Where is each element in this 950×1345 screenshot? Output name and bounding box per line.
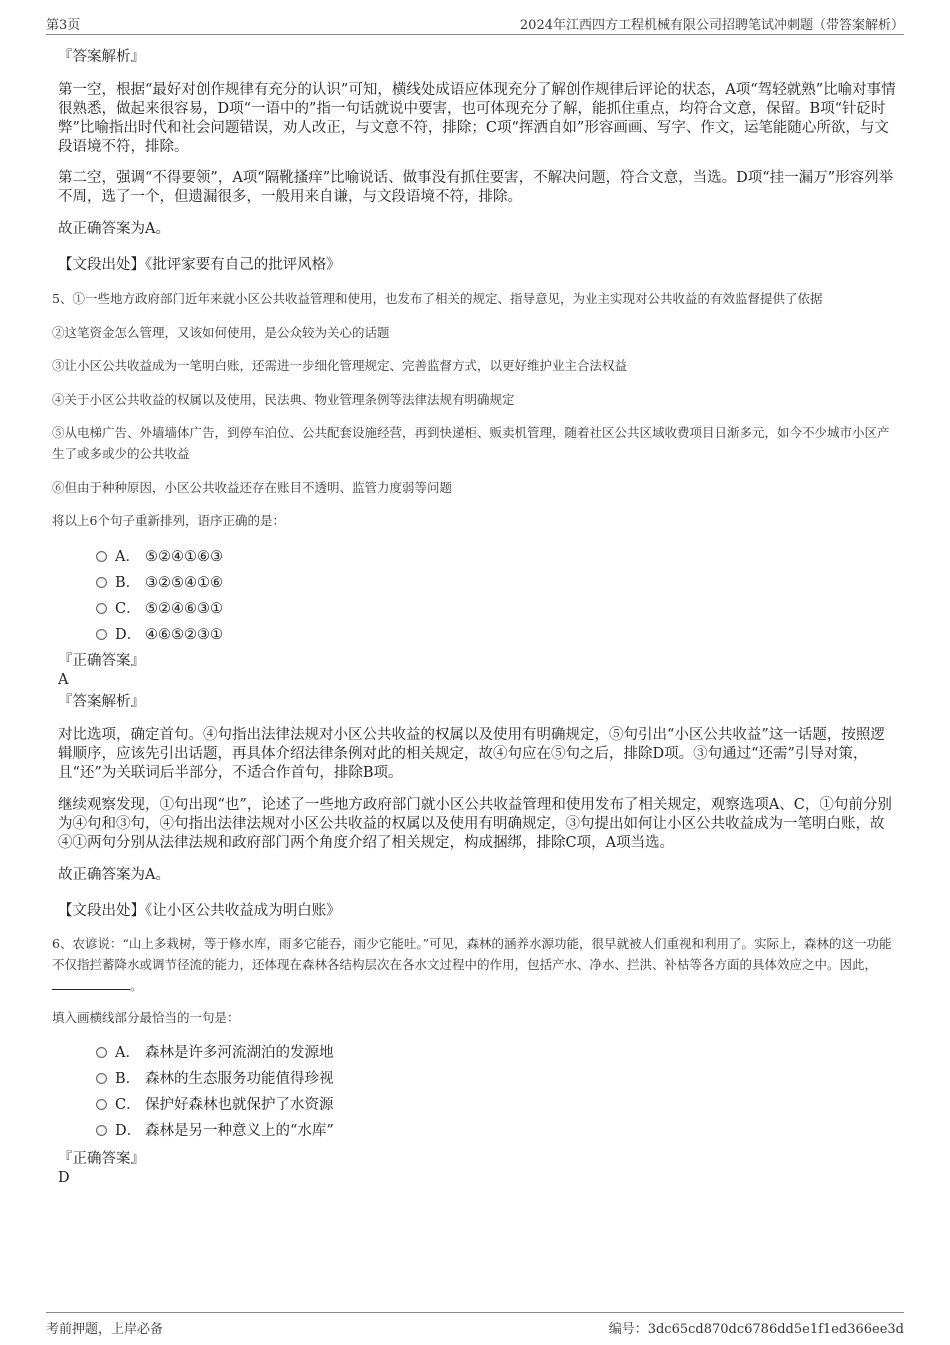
page-footer [46, 1312, 904, 1335]
q5-conclusion: 故正确答案为A。 [58, 867, 170, 883]
q6-option-c[interactable]: C． 保护好森林也就保护了水资源 [96, 1096, 334, 1115]
q5-sentence-3: ③让小区公共收益成为一笔明白账，还需进一步细化管理规定、完善监督方式，以更好维护业主合法权益 [52, 358, 628, 373]
q4-analysis-tag: 『答案解析』 [58, 49, 145, 65]
radio-icon[interactable] [96, 1073, 107, 1084]
q6-answer-tag: 『正确答案』 [58, 1151, 145, 1167]
document-title: 2024年江西四方工程机械有限公司招聘笔试冲刺题（带答案解析） [519, 18, 904, 33]
q4-analysis-para1: 第一空，根据“最好对创作规律有充分的认识”可知，横线处成语应体现充分了解创作规律后评论的状态，A项“驾轻就熟”比喻对事情很熟悉，做起来很容易，D项“一语中的”指一句话就说中要害，也可体现充分了解，能抓住重点，均符合文意，保留。B项“针砭时弊”比喻指出时代和社会问题错误，劝人改正，与文意不符，排除；C项“挥洒自如”形容画画、写字、作文，运笔能随心所欲，与文段语境不符，排除。 [58, 82, 896, 155]
q5-option-b[interactable]: B． ③②⑤④①⑥ [96, 574, 223, 593]
fill-blank [52, 977, 130, 990]
q5-sentence-6: ⑥但由于种种原因，小区公共收益还存在账目不透明、监管力度弱等问题 [52, 480, 453, 495]
q5-answer: A [58, 672, 69, 688]
q6-prompt: 填入画横线部分最恰当的一句是： [52, 1010, 240, 1025]
q5-sentence-2: ②这笔资金怎么管理，又该如何使用，是公众较为关心的话题 [52, 325, 390, 340]
q4-conclusion: 故正确答案为A。 [58, 221, 170, 237]
q6-option-d[interactable]: D． 森林是另一种意义上的“水库” [96, 1122, 334, 1141]
q5-source: 【文段出处】《让小区公共收益成为明白账》 [58, 903, 341, 919]
q6-answer: D [58, 1170, 70, 1186]
radio-icon[interactable] [96, 551, 107, 562]
page-header [46, 12, 904, 35]
q5-sentence-1: 5、①一些地方政府部门近年来就小区公共收益管理和使用，也发布了相关的规定、指导意见，为业主实现对公共收益的有效监督提供了依据 [52, 291, 823, 306]
radio-icon[interactable] [96, 1125, 107, 1136]
q5-option-c[interactable]: C． ⑤②④⑥③① [96, 600, 223, 619]
radio-icon[interactable] [96, 629, 107, 640]
radio-icon[interactable] [96, 603, 107, 614]
q4-source: 【文段出处】《批评家要有自己的批评风格》 [58, 257, 341, 273]
q4-analysis-para2: 第二空，强调“不得要领”，A项“隔靴搔痒”比喻说话、做事没有抓住要害，不解决问题，符合文意，当选。D项“挂一漏万”形容列举不周，选了一个，但遗漏很多，一般用来自谦，与文段语境不符，排除。 [58, 170, 894, 205]
q5-option-d[interactable]: D． ④⑥⑤②③① [96, 626, 223, 645]
q6-option-a[interactable]: A． 森林是许多河流湖泊的发源地 [96, 1044, 334, 1063]
q6-option-b[interactable]: B． 森林的生态服务功能值得珍视 [96, 1070, 334, 1089]
footer-serial: 编号：3dc65cd870dc6786dd5e1f1ed366ee3d [608, 1322, 904, 1337]
q5-sentence-4: ④关于小区公共收益的权属以及使用，民法典、物业管理条例等法律法规有明确规定 [52, 392, 515, 407]
q6-stem: 6、农谚说：“山上多栽树，等于修水库，雨多它能吞，雨少它能吐。”可见，森林的涵养水源功能，很早就被人们重视和利用了。实际上，森林的这一功能不仅指拦蓄降水或调节径流的能力，还体现在森林各结构层次在各水文过程中的作用，包括产水、净水、拦洪、补枯等各方面的具体效应之中。因此，。 [52, 936, 892, 993]
q5-sentence-5: ⑤从电梯广告、外墙墙体广告，到停车泊位、公共配套设施经营，再到快递柜、贩卖机管理，随着社区公共区域收费项目日渐多元，如今不少城市小区产生了或多或少的公共收益 [52, 425, 890, 461]
radio-icon[interactable] [96, 1099, 107, 1110]
q5-prompt: 将以上6个句子重新排列，语序正确的是： [52, 513, 285, 528]
q5-option-a[interactable]: A． ⑤②④①⑥③ [96, 548, 223, 567]
footer-slogan: 考前押题，上岸必备 [46, 1322, 164, 1337]
q5-analysis-para2: 继续观察发现，①句出现“也”，论述了一些地方政府部门就小区公共收益管理和使用发布了相关规定，观察选项A、C，①句前分别为④句和③句，④句指出法律法规对小区公共收益的权属以及使用有明确规定，③句提出如何让小区公共收益成为一笔明白账，故④①两句分别从法律法规和政府部门两个角度介绍了相关规定，构成捆绑，排除C项，A项当选。 [58, 797, 892, 851]
page-number: 第3页 [46, 18, 81, 33]
q5-analysis-tag: 『答案解析』 [58, 694, 145, 710]
radio-icon[interactable] [96, 577, 107, 588]
q5-answer-tag: 『正确答案』 [58, 653, 145, 669]
radio-icon[interactable] [96, 1047, 107, 1058]
q5-analysis-para1: 对比选项，确定首句。④句指出法律法规对小区公共收益的权属以及使用有明确规定，⑤句引出“小区公共收益”这一话题，按照逻辑顺序，应该先引出话题，再具体介绍法律条例对此的相关规定，故④句应在⑤句之后，排除D项。③句通过“还需”引导对策，且“还”为关联词后半部分，不适合作首句，排除B项。 [58, 727, 885, 781]
